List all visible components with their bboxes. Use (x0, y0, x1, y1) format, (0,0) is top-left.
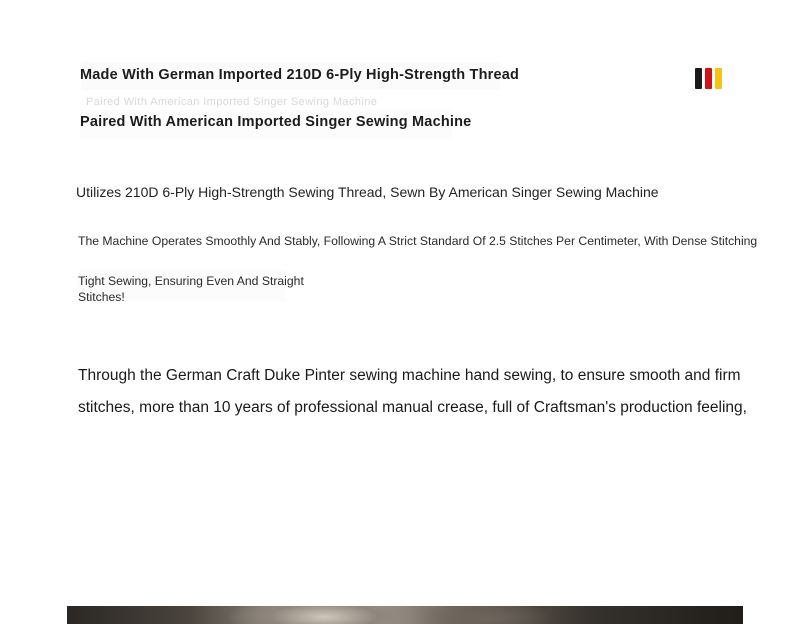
flag-bar-red (705, 68, 712, 89)
headline-primary: Made With German Imported 210D 6-Ply High-Strength Thread (80, 67, 520, 83)
product-photo-strip (67, 606, 743, 624)
detail-line: The Machine Operates Smoothly And Stably, Following A Strict Standard Of 2.5 Stitches Per Centimeter, With Dense Stitching (78, 234, 758, 248)
faded-duplicate-text: Paired With American Imported Singer Sewing Machine (86, 96, 378, 108)
german-flag-icon (695, 68, 722, 89)
flag-bar-gold (715, 68, 722, 89)
product-photo-image (67, 606, 743, 624)
headline-secondary: Paired With American Imported Singer Sewing Machine (80, 114, 472, 130)
flag-bar-black (695, 68, 702, 89)
feature-line: Utilizes 210D 6-Ply High-Strength Sewing Thread, Sewn By American Singer Sewing Machine (76, 184, 659, 200)
emphasis-line: Tight Sewing, Ensuring Even And Straight Stitches! (78, 274, 304, 304)
body-paragraph: Through the German Craft Duke Pinter sewing machine hand sewing, to ensure smooth and firm stitches, more than 10 years of professional manual crease, full of Craftsman's production feeling, (78, 367, 747, 416)
